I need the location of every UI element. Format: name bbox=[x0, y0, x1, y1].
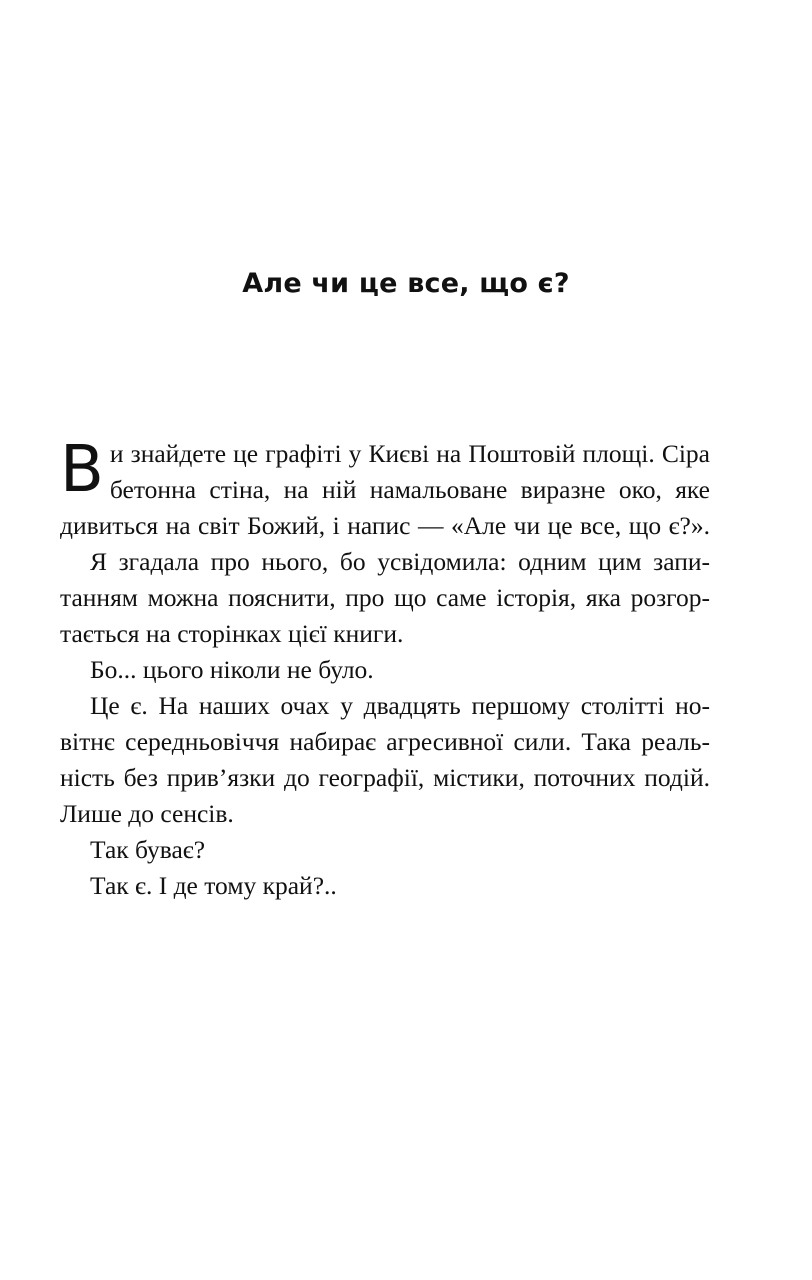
drop-cap-letter: В bbox=[60, 433, 104, 507]
paragraph-2 bbox=[60, 544, 710, 652]
paragraph-4-line-4: Лише до сенсів. bbox=[60, 799, 234, 828]
paragraph-1-line-2: бетонна стіна, на ній намальоване виразне око, яке bbox=[109, 475, 710, 504]
paragraph-1-line-3: дивиться на світ Божий, і напис — «Але чи це все, що є?». bbox=[60, 511, 710, 540]
paragraph-1-line-1: и знайдете це графіті у Києві на Поштовій площі. Сіра bbox=[109, 439, 710, 468]
paragraph-2-line-1: Я згадала про нього, бо усвідомила: одним цим запи- bbox=[90, 547, 710, 576]
paragraph-2-line-3: тається на сторінках цієї книги. bbox=[60, 619, 404, 648]
paragraph-4-line-3: ність без прив’язки до географії, містики, поточних подій. bbox=[60, 763, 710, 792]
paragraph-6-line-1: Так є. І де тому край?.. bbox=[90, 871, 337, 900]
body-text bbox=[60, 433, 710, 904]
paragraph-3 bbox=[60, 652, 710, 688]
chapter-heading: Але чи це все, що є? bbox=[242, 268, 570, 299]
paragraph-4 bbox=[60, 688, 710, 832]
paragraph-4-line-2: вітнє середньовіччя набирає агресивної сили. Така реаль- bbox=[60, 727, 710, 756]
paragraph-4-line-1: Це є. На наших очах у двадцять першому столітті но- bbox=[90, 691, 710, 720]
paragraph-5-line-1: Так буває? bbox=[90, 835, 206, 864]
paragraph-1 bbox=[60, 433, 710, 544]
paragraph-3-line-1: Бо... цього ніколи не було. bbox=[90, 655, 374, 684]
paragraph-5 bbox=[60, 832, 710, 868]
paragraph-6 bbox=[60, 868, 710, 904]
paragraph-2-line-2: танням можна пояснити, про що саме історія, яка розгор- bbox=[60, 583, 710, 612]
